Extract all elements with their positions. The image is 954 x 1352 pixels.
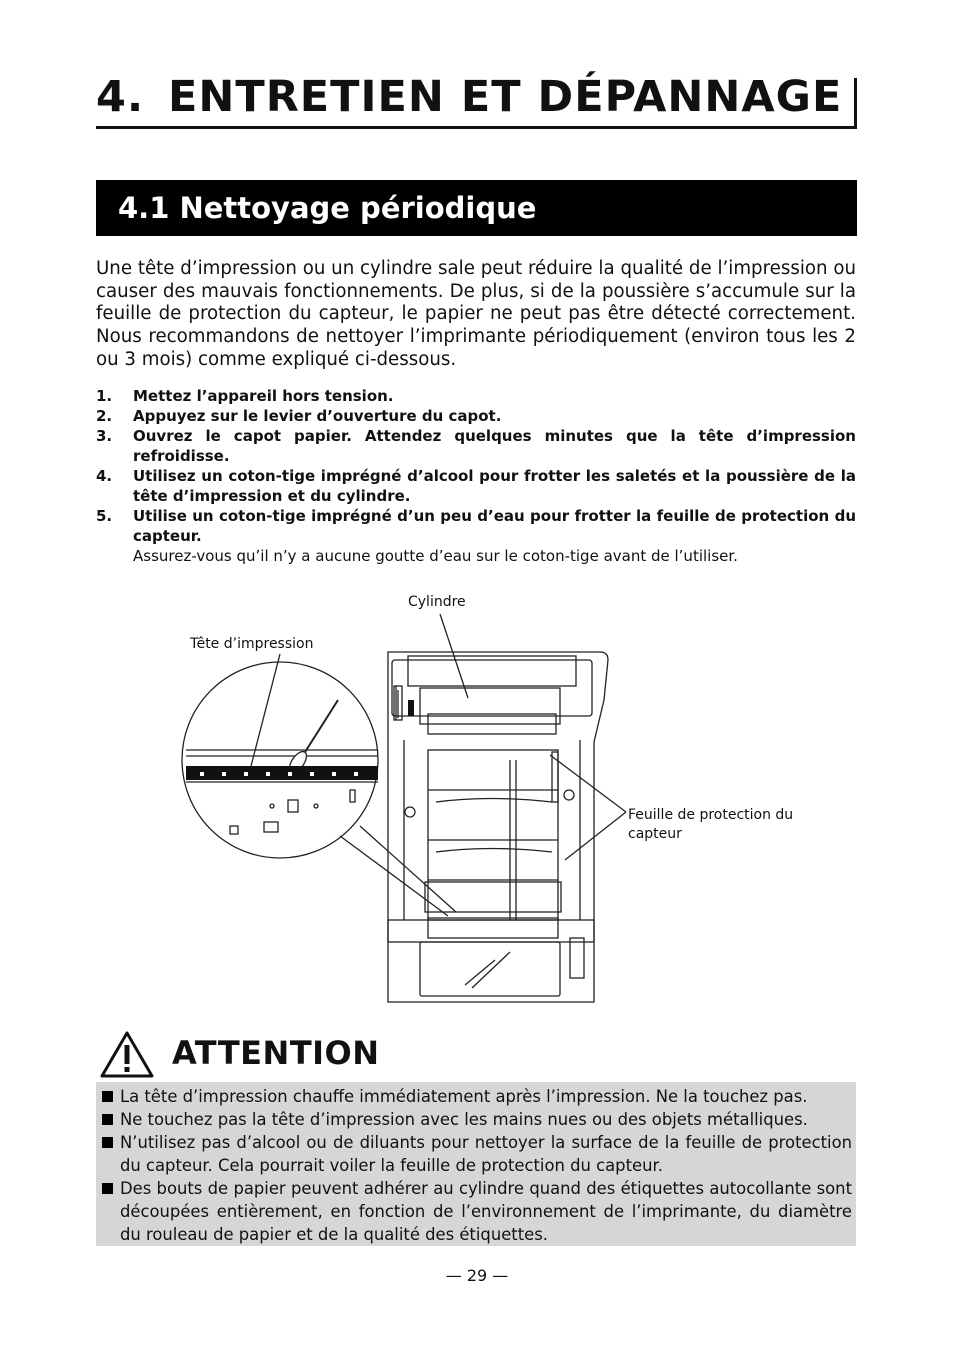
attention-note-text: Ne touchez pas la tête d’impression avec les mains nues ou des objets métalliques.	[120, 1110, 808, 1129]
step-text: Utilisez un coton-tige imprégné d’alcool pour frotter les saletés et la poussière de la tête d’impression et du cylindre.	[133, 467, 856, 505]
intro-paragraph: Une tête d’impression ou un cylindre sale peut réduire la qualité de l’impression ou causer des mauvais fonctionnements. De plus, si de la poussière s’accumule sur la feuille de protection du capteur, le papier ne peut pas être détecté correctement. Nous recommandons de nettoyer l’imprimante périodiquement (environ tous les 2 ou 3 mois) comme expliqué ci-dessous.	[96, 258, 856, 370]
square-bullet-icon	[102, 1114, 113, 1125]
square-bullet-icon	[102, 1091, 113, 1102]
attention-note	[102, 1177, 852, 1246]
step-number: 4.	[96, 467, 113, 485]
step-item	[96, 406, 856, 426]
warning-triangle-icon	[100, 1030, 154, 1078]
step-text: Appuyez sur le levier d’ouverture du capot.	[133, 407, 502, 425]
paper-compartment	[428, 750, 558, 920]
section-title: 4.1 Nettoyage périodique	[118, 191, 537, 225]
square-bullet-icon	[102, 1137, 113, 1148]
steps-list	[96, 386, 856, 566]
attention-note	[102, 1108, 852, 1131]
attention-heading	[96, 1028, 496, 1078]
step-number: 3.	[96, 427, 113, 445]
cotton-swab	[300, 700, 338, 760]
printer-cleaning-illustration	[180, 590, 820, 1010]
chapter-number: 4.	[96, 72, 145, 122]
label-cylinder: Cylindre	[408, 594, 466, 610]
label-sensor-sheet: Feuille de protection du capteur	[628, 807, 794, 842]
step-number: 5.	[96, 507, 113, 525]
step-number: 1.	[96, 387, 113, 405]
step-number: 2.	[96, 407, 113, 425]
page-number: — 29 —	[445, 1266, 509, 1285]
chapter-heading	[96, 72, 857, 129]
square-bullet-icon	[102, 1183, 113, 1194]
step-item	[96, 506, 856, 566]
platen-roller	[420, 688, 560, 724]
magnifier-circle	[182, 662, 378, 858]
step-text: Mettez l’appareil hors tension.	[133, 387, 394, 405]
attention-notes	[96, 1082, 856, 1246]
front-window	[420, 942, 560, 996]
label-print-head: Tête d’impression	[190, 636, 314, 652]
step-item	[96, 426, 856, 466]
printer-drawing	[180, 590, 820, 1010]
attention-note-text: N’utilisez pas d’alcool ou de diluants pour nettoyer la surface de la feuille de protection du capteur. Cela pourrait voiler la feuille de protection du capteur.	[120, 1133, 852, 1175]
attention-note-text: La tête d’impression chauffe immédiatement après l’impression. Ne la touchez pas.	[120, 1087, 808, 1106]
step-item	[96, 386, 856, 406]
attention-title: ATTENTION	[172, 1034, 380, 1072]
step-item	[96, 466, 856, 506]
attention-note	[102, 1085, 852, 1108]
chapter-title: ENTRETIEN ET DÉPANNAGE	[168, 72, 843, 122]
attention-box	[96, 1082, 856, 1246]
step-text: Ouvrez le capot papier. Attendez quelques minutes que la tête d’impression refroidisse.	[133, 427, 856, 465]
attention-note	[102, 1131, 852, 1177]
printer-body-outline	[388, 652, 608, 1002]
section-heading	[96, 180, 857, 236]
attention-note-text: Des bouts de papier peuvent adhérer au cylindre quand des étiquettes autocollante sont découpées entièrement, en fonction de l’environnement de l’imprimante, du diamètre du rouleau de papier et de la qualité des étiquettes.	[120, 1179, 852, 1244]
step-text: Utilise un coton-tige imprégné d’un peu d’eau pour frotter la feuille de protection du capteur.	[133, 507, 856, 545]
step-note: Assurez-vous qu’il n’y a aucune goutte d’eau sur le coton-tige avant de l’utiliser.	[133, 547, 738, 565]
